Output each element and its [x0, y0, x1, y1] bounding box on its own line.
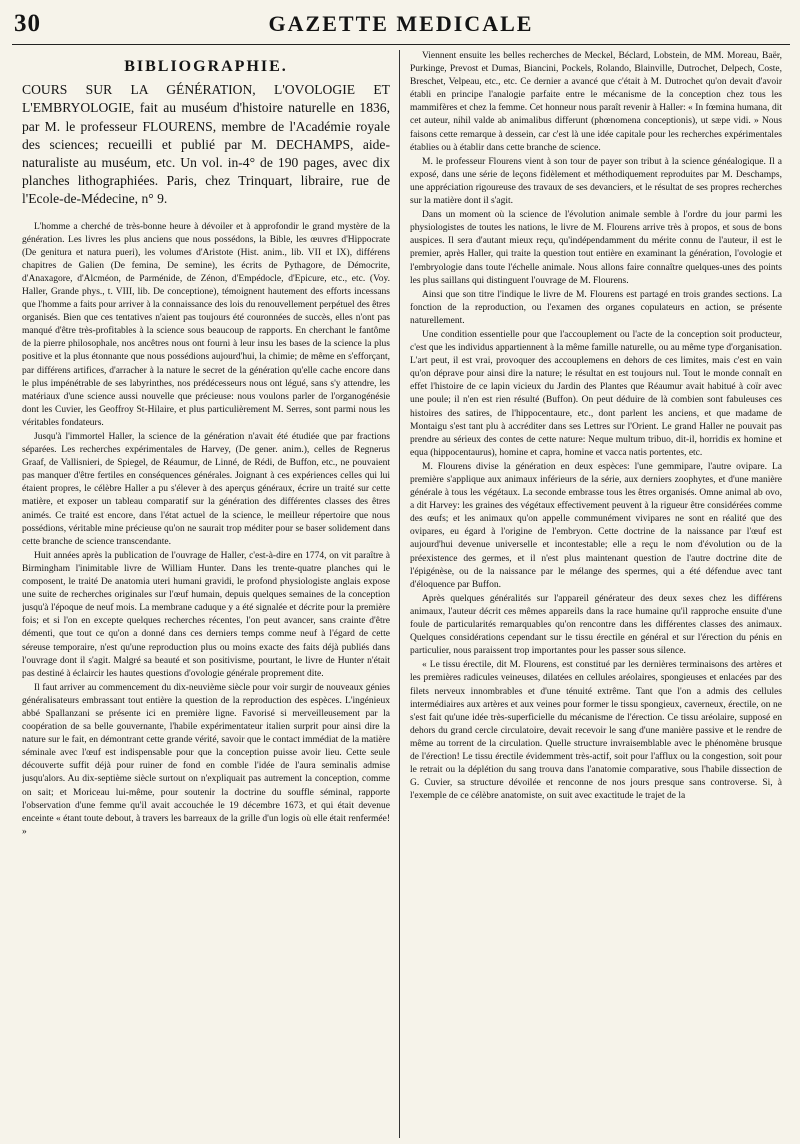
right-paragraph: Après quelques généralités sur l'appareil générateur des deux sexes chez les différens animaux, l'auteur décrit ces mêmes appareils dans la race humaine qu'il rapproche ensuite d'une foule de particularités remarquables qu'on rencontre dans les différentes classes des animaux. Quelques considérations cependant sur le tissu érectile en général et sur l'érection du pénis en particulier, nous paraissent trop importantes pour les passer sous silence. — [410, 593, 782, 657]
right-paragraph: Ainsi que son titre l'indique le livre de M. Flourens est partagé en trois grandes sections. La fonction de la reproduction, ou l'examen des organes copulateurs en action, se présente naturellement. — [410, 289, 782, 326]
right-paragraph: « Le tissu érectile, dit M. Flourens, est constitué par les dernières terminaisons des artères et les premières radicules veineuses, dilatées en cellules aréolaires, spongieuses et enlacées par des filets nerveux innombrables et d'une ténuité extrême. Tant que l'on a admis des cellules intermédiaires aux artères et aux veines pour former le tissu spongieux, caverneux, érectile, on ne s'est fait qu'une idée très-superficielle du mécanisme de l'érection. Ce tissu aréolaire, supposé en dehors du grand cercle circulatoire, devait recevoir le sang d'une manière passive et le rendre de même au torrent de la circulation. Quelle structure invraisemblable avec le phénomène brusque de l'érection! Le tissu érectile évidemment très-actif, soit pour l'afflux ou la congestion, soit pour le retrait ou la déplétion du sang trouva dans l'anatomie comparative, sous l'habile dissection de G. Cuvier, sa structure dévoilée et renconne de nos jours presque sans controverse. Si, à l'exemple de ce célèbre anatomiste, on suit avec exactitude le trajet de la — [410, 660, 782, 802]
right-paragraph: M. Flourens divise la génération en deux espèces: l'une gemmipare, l'autre ovipare. La première s'applique aux animaux inférieurs de la série, aux derniers zoophytes, et d'une manière générale à tous les végétaux. La seconde embrasse tous les êtres organisés. Omne animal ab ovo, a dit Harvey: les graines des végétaux effectivement peuvent à la rigueur être considérées comme des œufs; et les animaux qu'on appelle communément vivipares ne sont en réalité que des ovipares, eu égard à l'origine de l'embryon. Cette doctrine de la naissance par l'œuf est aujourd'hui devenue universelle et incontestable; elle a reçu le nom d'évolution ou de la préexistence des germes, et il n'est plus maintenant question de l'autre doctrine dite de l'épigénèse, ou de la naissance par le mélange des spermes, qui a été défendue avec tant d'éloquence par Buffon. — [410, 461, 782, 590]
left-paragraph: L'homme a cherché de très-bonne heure à dévoiler et à approfondir le grand mystère de la génération. Les livres les plus anciens que nous possédons, la Bible, les œuvres d'Hippocrate (De genitura et natura pueri), les volumes d'Aristote (Hist. anim., lib. VII et IX), différens chapitres de Galien (De femina, De semine), les écrits de Pythagore, de Démocrite, d'Anaxagore, d'Alcméon, de Parménide, de Zénon, d'Empédocle, d'Epicure, etc., etc. (Voy. Haller, Grande phys., t. VIII, lib. De conceptione), témoignent hautement des efforts incessans que l'homme a faits pour arriver à la connaissance des lois du renouvellement perpétuel des êtres organisés. Bien que ces tentatives n'aient pas toujours été couronnées de succès, elles n'ont pas manqué d'être très-profitables à la science sous beaucoup de rapports. En cherchant le fantôme de la pierre philosophale, nos ancêtres nous ont fourni à leur insu les bases de la science la plus positive et la plus étonnante que nous possédions aujourd'hui, la chimie; de même en s'efforçant, par différens artifices, d'arracher à la nature le secret de la génération qu'elle cache encore dans le plus impénétrable de ses labyrinthes, nos prédécesseurs nous ont légué, sans s'y attendre, les matériaux d'une science aussi nouvelle que précieuse: nous voulons parler de l'organogénésie dont les Cuvier, les Geoffroy St-Hilaire, et plus particulièrement M. Serres, sont parmi nous les véritables fondateurs. — [22, 221, 390, 428]
right-paragraph: Viennent ensuite les belles recherches de Meckel, Béclard, Lobstein, de MM. Moreau, Baër, Purkinge, Prevost et Dumas, Biancini, Pockels, Rolando, Blainville, Dutrochet, Delpech, Coste, Breschet, Velpeau, etc., etc. Ce dernier a avancé que c'était à M. Dutrochet qu'on devait d'avoir établi en principe l'analogie parfaite entre le mécanisme de la conception chez tous les mammifères et chez la femme. Cet honneur nous paraît revenir à Haller: « In fœmina humana, dit cet auteur, nihil valde ab animalibus differunt (phœnomena conceptionis), ut sæpe vidi. » Nous faisons cette remarque à dessein, car c'est là une idée capitale pour les recherches expérimentales établies ou à établir dans cette branche de science. — [410, 51, 782, 153]
right-paragraph: Une condition essentielle pour que l'accouplement ou l'acte de la conception soit producteur, c'est que les individus appartiennent à la même famille naturelle, ou au même type d'organisation. L'art peut, il est vrai, provoquer des accouplemens en dehors de ces limites, mais c'est en vain qu'on déprave pour ainsi dire la nature; le résultat en est toujours nul. Tout le monde connaît en effet l'histoire de ce lapin vicieux du Jardin des Plantes que Réaumur avait habitué à coïr avec une poule; il n'en est rien résulté (Buffon). On peut déduire de là combien sont fabuleuses ces histoires des satires, de l'hippocentaure, etc., dont parlent les anciens, et que madame de Montaigu s'est tant plu à accréditer dans ses Lettres sur l'Orient. Le grand Haller ne pouvait pas prendre au sérieux des contes de cette nature: Neque multum tribuo, dit-il, horridis ex homine et equa (hippocentaurus), homine et capra, homine et vacca natis portentes, etc. — [410, 329, 782, 458]
left-paragraph: Jusqu'à l'immortel Haller, la science de la génération n'avait été étudiée que par fractions séparées. Les recherches expérimentales de Harvey, (De gener. anim.), celles de Regnerus Graaf, de Vallisnieri, de Spiegel, de Réaumur, de Linné, de Rédi, de Buffon, etc., ne pouvaient pas manquer d'être fertiles en conséquences générales. Joignant à ces expériences celles qui lui étaient propres, le célèbre Haller a pu s'élever à des aperçus généraux, écrire un traité sur cette matière, et exposer un tableau comparatif sur la génération des différentes classes des êtres animés. Ce traité est encore, dans l'état actuel de la science, le meilleur répertoire que nous possédions, véritable mine précieuse qu'on ne saurait trop méditer pour se baser solidement dans cette branche de science transcendante. — [22, 432, 390, 547]
bibliography-intro: COURS SUR LA GÉNÉRATION, L'OVOLOGIE ET L'EMBRYOLOGIE, fait au muséum d'histoire naturelle en 1836, par M. le professeur FLOURENS, membre de l'Académie royale des sciences; recueilli et publié par M. DECHAMPS, aide-naturaliste au muséum, etc. Un vol. in-4° de 190 pages, avec dix planches lithographiées. Paris, chez Trinquart, libraire, rue de l'Ecole-de-Médecine, n° 9. — [22, 82, 390, 207]
page-number: 30 — [14, 10, 41, 37]
section-title: BIBLIOGRAPHIE. — [124, 58, 288, 75]
right-paragraph: M. le professeur Flourens vient à son tour de payer son tribut à la science généalogique. Il a exposé, dans une série de leçons fidèlement et méthodiquement reproduites par M. Deschamps, une appréciation rigoureuse des travaux de ses devanciers, et le résultat de ses propres recherches sur la matière dont il s'agit. — [410, 156, 782, 207]
left-column — [22, 50, 390, 1138]
left-paragraph: Il faut arriver au commencement du dix-neuvième siècle pour voir surgir de nouveaux génies généralisateurs embrassant tout entière la question de la reproduction des espèces. L'ingénieux abbé Spallanzani se présente ici en première ligne. Favorisé si merveilleusement par la coopération de sa belle gouvernante, l'habile expérimentateur italien surprit pour ainsi dire la nature sur le fait, en démontrant cette grande vérité, savoir que le contact immédiat de la matière séminale avec l'œuf est indispensable pour que la conception puisse avoir lieu. Cette seule découverte suffit déjà pour ruiner de fond en comble l'idée de l'aura seminalis admise jusqu'alors. Au dix-septième siècle surtout on n'expliquait pas autrement la conception, comme on sait; et Moriceau lui-même, pour soutenir la doctrine du souffle séminal, rapporte l'observation d'une femme qu'il avait accouchée le 19 décembre 1673, et qui était devenue enceinte « étant toute debout, à travers les barreaux de la grille d'un logis où elle était renfermée! » — [22, 682, 390, 837]
left-paragraph: Huit années après la publication de l'ouvrage de Haller, c'est-à-dire en 1774, on vit paraître à Birmingham l'inimitable livre de William Hunter. Dans les trente-quatre planches qui le composent, le traité De anatomia uteri humani gravidi, le profond physiologiste anglais expose une suite de recherches originales sur l'œuf humain, depuis quelques semaines de la conception jusqu'à l'époque de neuf mois. La membrane caduque y a été signalée et décrite pour la première fois; et si l'on en excepte quelques recherches récentes, l'on peut avancer, sans crainte d'être démenti, que tout ce qu'on a donné dans ces derniers temps comme neuf à l'égard de cette séreuse temporaire, n'est qu'une reproduction plus ou moins exacte des faits déjà publiés dans l'ouvrage dont il s'agit. Malgré sa beauté et son positivisme, pourtant, le livre de Hunter n'était pas destiné à éclaircir les hautes questions d'ovologie générale proprement dite. — [22, 550, 390, 679]
right-paragraph: Dans un moment où la science de l'évolution animale semble à l'ordre du jour parmi les physiologistes de toutes les nations, le livre de M. Flourens arrive très à propos, et sous de bons auspices. Il sera d'autant mieux reçu, qu'indépendamment du mérite connu de l'auteur, il est le premier, après Haller, qui traite la question tout entière en examinant la génération, l'ovologie et l'embryologie dans toute l'échelle animale. Nous allons faire connaître quelques-unes des points les plus saillans qui distinguent l'ouvrage de M. Flourens. — [410, 210, 782, 286]
right-column — [410, 50, 782, 1138]
page-header — [12, 8, 790, 45]
masthead-title: GAZETTE MEDICALE — [268, 11, 534, 36]
column-divider — [399, 50, 400, 1138]
